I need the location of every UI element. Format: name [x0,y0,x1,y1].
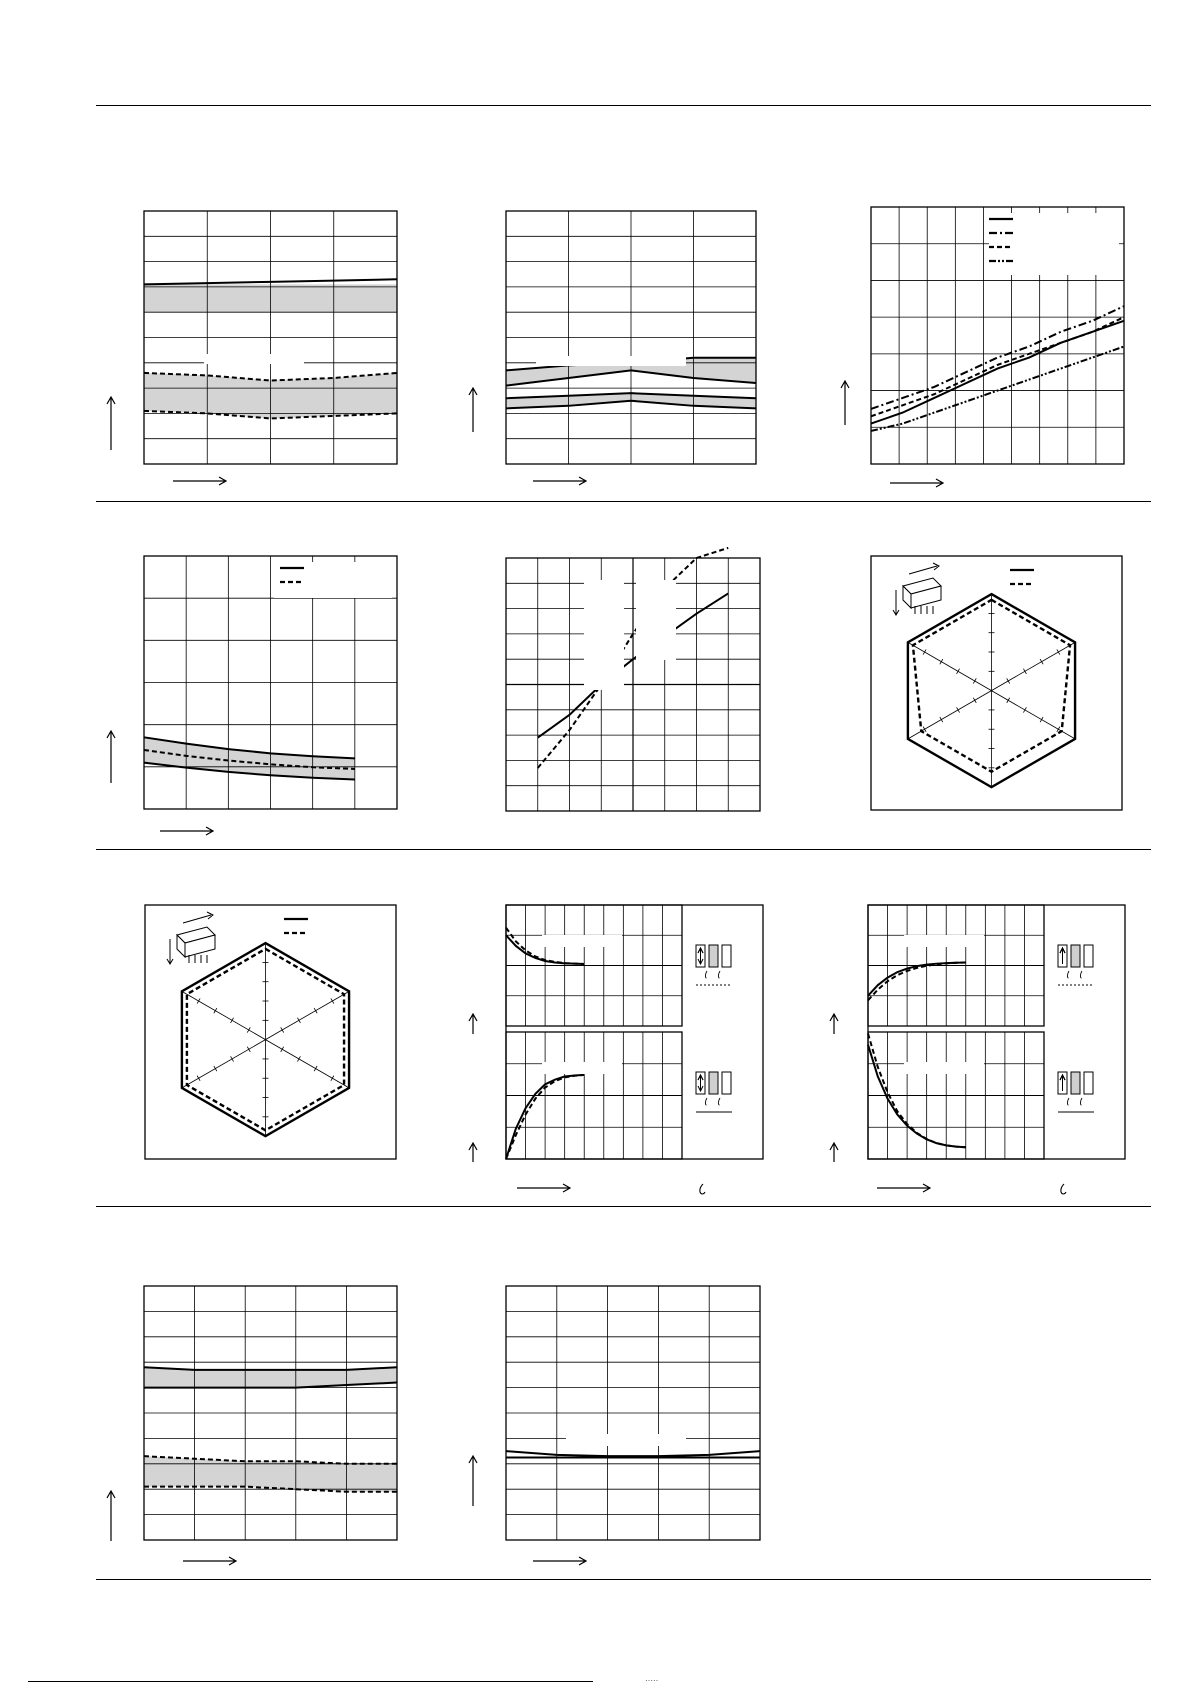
section-divider-3 [96,1206,1151,1207]
ell-symbol-icon [1067,1098,1069,1105]
ell-symbol-icon [1080,971,1082,978]
radar-tick [297,1018,300,1023]
label-mask [542,935,622,947]
radar-tick [281,1047,284,1052]
chart-1-svg [144,211,397,464]
radar-tick [314,1008,317,1013]
label-mask [566,1434,686,1446]
coil-3 [722,945,731,967]
radar-tick [231,1056,234,1061]
chart-4-svg [144,556,397,809]
chart-6-svg [871,556,1122,810]
radar-tick [1007,678,1010,683]
shaded-band-2 [144,1456,397,1492]
dimension-arrow [167,939,173,964]
chart-6-panel [871,556,1122,810]
chart-5-panel [506,558,760,811]
coil-3 [1084,945,1093,967]
label-mask [904,1062,984,1074]
legend-box [989,213,1119,275]
chart-3-svg [871,207,1124,464]
magnet-coil-diagram [1058,945,1094,985]
coil-2 [1071,945,1080,967]
radar-tick [214,1066,217,1071]
radar-tick [973,698,976,703]
section-divider-2 [96,849,1151,850]
y-axis-arrow [106,396,116,451]
radar-tick [973,678,976,683]
radar-tick [1040,659,1043,664]
radar-tick [297,1056,300,1061]
radar-tick [940,717,943,722]
chart-11-svg [506,1286,760,1540]
relay-component-icon [167,912,215,964]
y-axis-arrow [468,1455,478,1507]
series-line-1 [506,1451,760,1456]
series-line-2 [868,1034,966,1148]
radar-tick [1057,649,1060,654]
chart-2-svg [506,211,756,464]
dimension-arrow [183,912,213,923]
radar-tick [281,1027,284,1032]
label-mask [904,935,984,947]
radar-tick [923,649,926,654]
footer-mark: ····· [645,1676,659,1685]
ell-symbol-icon [718,971,720,978]
coil-3 [1084,1072,1093,1094]
legend-box [278,911,390,941]
radar-tick [231,1018,234,1023]
legend-box [1004,562,1116,592]
chart-1-panel [144,211,397,464]
x-axis-arrow [173,476,227,486]
label-mask [636,580,676,660]
series-line-1 [144,1367,397,1370]
x-axis-arrow [183,1556,237,1566]
header-rule [96,105,1151,106]
series-line-4 [871,347,1124,431]
ell-symbol-icon [705,1098,707,1105]
radar-tick [1057,727,1060,732]
ell-symbol-icon [718,1098,720,1105]
chart-8-svg [506,905,763,1159]
radar-tick [197,1076,200,1081]
y-axis-arrow [829,1142,839,1163]
section-divider-4 [96,1579,1151,1580]
radar-tick [247,1027,250,1032]
y-axis-arrow [106,730,116,784]
radar-tick [940,659,943,664]
radar-tick [923,727,926,732]
chart-10-panel [144,1286,397,1540]
coil-2 [1071,1072,1080,1094]
radar-tick [1023,707,1026,712]
magnet-coil-diagram [696,1072,732,1112]
y-axis-arrow [468,1142,478,1163]
radar-tick [314,1066,317,1071]
radar-tick [957,669,960,674]
relay-component-icon [893,563,941,615]
magnet-coil-diagram [1058,1072,1094,1112]
magnet-coil-diagram [696,945,732,985]
ell-symbol-icon [1058,1183,1068,1195]
section-divider-1 [96,501,1151,502]
radar-tick [957,707,960,712]
label-mask [584,580,624,690]
chart-9-svg [868,905,1125,1159]
chart-5-svg [506,558,760,811]
series-line-3 [871,317,1124,416]
chart-7-svg [145,905,396,1159]
radar-tick [214,1008,217,1013]
x-axis-arrow [533,476,587,486]
coil-3 [722,1072,731,1094]
ell-symbol-icon [1080,1098,1082,1105]
chart-7-panel [145,905,396,1159]
radar-tick [331,1076,334,1081]
series-line-2 [871,306,1124,409]
chart-3-panel [871,207,1124,464]
chart-10-svg [144,1286,397,1540]
ell-symbol-icon [705,971,707,978]
y-axis-arrow [829,1013,839,1035]
x-axis-arrow [533,1556,587,1566]
chart-9-panel [868,905,1125,1159]
x-axis-arrow [890,478,944,488]
label-mask [536,356,686,366]
footer-rule [28,1681,593,1682]
radar-tick [197,998,200,1003]
y-axis-arrow [468,387,478,433]
ell-symbol-icon [697,1183,707,1195]
chart-4-panel [144,556,397,809]
x-axis-arrow [160,826,214,836]
label-mask [204,354,304,364]
y-axis-arrow [106,1490,116,1542]
radar-tick [1023,669,1026,674]
radar-tick [247,1047,250,1052]
dimension-arrow [909,563,939,574]
label-mask [542,1062,622,1074]
x-axis-arrow [877,1183,931,1193]
chart-8-panel [506,905,763,1159]
chart-2-panel [506,211,756,464]
y-axis-arrow [468,1013,478,1035]
x-axis-arrow [517,1183,571,1193]
radar-tick [1040,717,1043,722]
ell-symbol-icon [1067,971,1069,978]
coil-2 [709,1072,718,1094]
dimension-arrow [893,590,899,615]
chart-11-panel [506,1286,760,1540]
y-axis-arrow [840,380,850,426]
radar-tick [331,998,334,1003]
radar-tick [1007,698,1010,703]
series-line-1 [871,321,1124,424]
coil-2 [709,945,718,967]
